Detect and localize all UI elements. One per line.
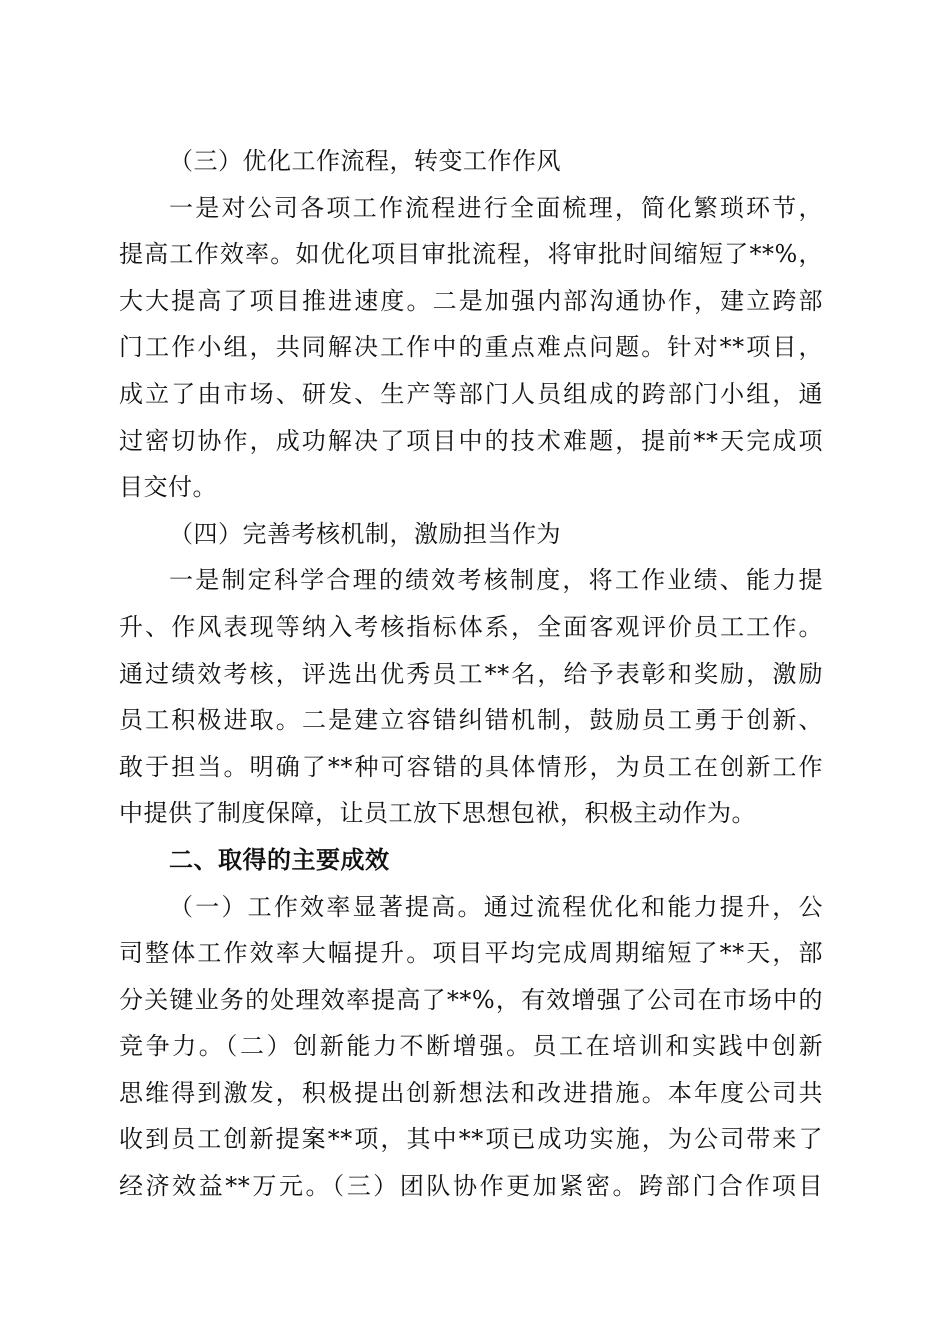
text-line: 思维得到激发，积极提出创新想法和改进措施。本年度公司共: [119, 1078, 823, 1107]
section-heading: [119, 837, 823, 884]
text-line: 一是制定科学合理的绩效考核制度，将工作业绩、能力提: [169, 566, 823, 595]
text-line: 员工积极进取。二是建立容错纠错机制，鼓励员工勇于创新、: [119, 706, 823, 735]
paragraph: [119, 884, 823, 1210]
text-line: （四）完善考核机制，激励担当作为: [169, 519, 561, 548]
text-line: （三）优化工作流程，转变工作作风: [169, 147, 561, 175]
text-line: 通过绩效考核，评选出优秀员工**名，给予表彰和奖励，激励: [119, 659, 823, 688]
text-line: 门工作小组，共同解决工作中的重点难点问题。针对**项目，: [119, 333, 823, 362]
text-line: 竞争力。（二）创新能力不断增强。员工在培训和实践中创新: [119, 1032, 823, 1061]
text-line: （一）工作效率显著提高。通过流程优化和能力提升，公: [169, 892, 823, 921]
text-line: 经济效益**万元。（三）团队协作更加紧密。跨部门合作项目: [119, 1172, 823, 1201]
text-line: 中提供了制度保障，让员工放下思想包袱，积极主动作为。: [119, 799, 756, 828]
paragraph: [119, 185, 823, 511]
document-body: [119, 138, 823, 1210]
paragraph: [119, 557, 823, 837]
text-line: 目交付。: [119, 473, 217, 502]
subsection-heading: [119, 511, 823, 558]
text-line: 一是对公司各项工作流程进行全面梳理，简化繁琐环节，: [169, 193, 823, 222]
text-line: 过密切协作，成功解决了项目中的技术难题，提前**天完成项: [119, 426, 823, 455]
text-line: 升、作风表现等纳入考核指标体系，全面客观评价员工工作。: [119, 612, 823, 641]
text-line: 大大提高了项目推进速度。二是加强内部沟通协作，建立跨部: [119, 286, 823, 315]
text-line: 分关键业务的处理效率提高了**%，有效增强了公司在市场中的: [119, 985, 823, 1014]
text-line: 成立了由市场、研发、生产等部门人员组成的跨部门小组，通: [119, 379, 823, 408]
text-line: 收到员工创新提案**项，其中**项已成功实施，为公司带来了: [119, 1125, 823, 1154]
subsection-heading: [119, 138, 823, 185]
text-line: 提高工作效率。如优化项目审批流程，将审批时间缩短了**%，: [119, 240, 823, 269]
text-line: 敢于担当。明确了**种可容错的具体情形，为员工在创新工作: [119, 752, 823, 781]
text-line: 司整体工作效率大幅提升。项目平均完成周期缩短了**天，部: [119, 939, 823, 968]
text-line: 二、取得的主要成效: [169, 845, 390, 874]
